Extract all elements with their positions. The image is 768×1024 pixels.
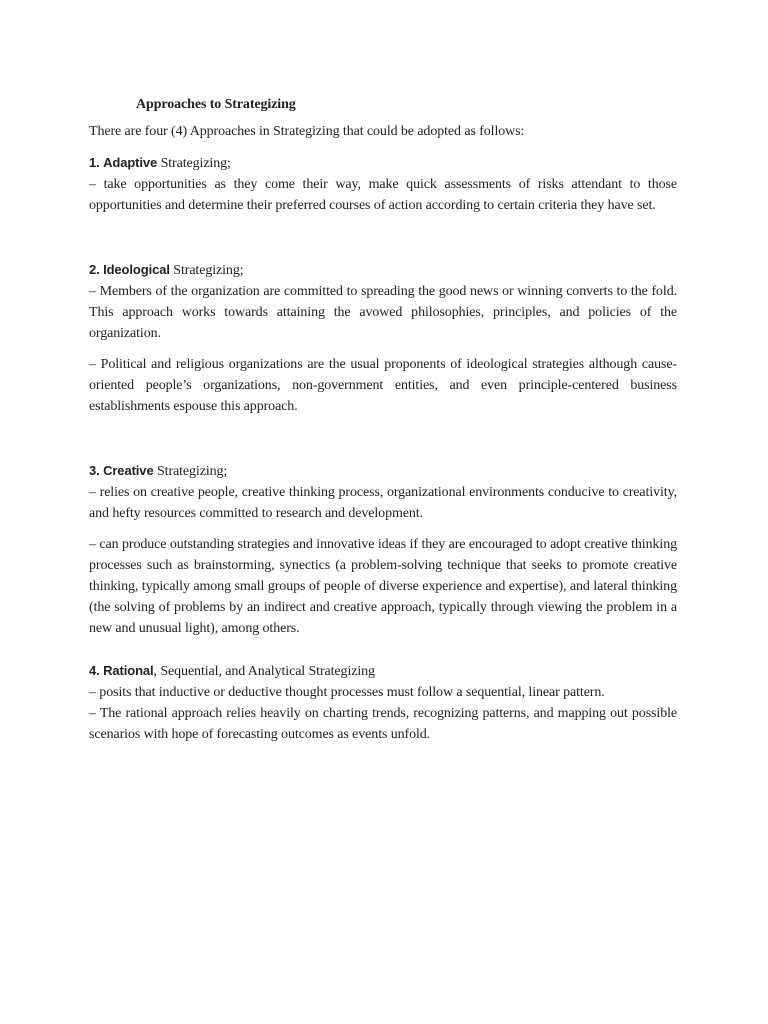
section-rational [89,660,677,745]
section-number: 1. [89,155,100,170]
section-paragraph: – Political and religious organizations are the usual proponents of ideological strategies although cause-oriented people’s organizations, non-government entities, and even principle-centered business establishments espouse this approach. [89,357,677,414]
section-paragraph: – The rational approach relies heavily on charting trends, recognizing patterns, and mapping out possible scenarios with hope of forecasting outcomes as events unfold. [89,706,677,742]
section-keyword: Creative [103,463,154,478]
section-keyword: Rational [103,663,154,678]
section-heading-rest: , Sequential, and Analytical Strategizing [153,664,375,679]
section-keyword: Adaptive [103,155,158,170]
document-page [89,86,677,745]
section-paragraph: – relies on creative people, creative thinking process, organizational environments conducive to creativity, and hefty resources committed to research and development. [89,485,677,521]
section-ideological [89,259,677,417]
section-paragraph: – Members of the organization are committed to spreading the good news or winning converts to the fold. This approach works towards attaining the avowed philosophies, principles, and policies of the organization. [89,284,677,341]
section-paragraph: – take opportunities as they come their way, make quick assessments of risks attendant to those opportunities and determine their preferred courses of action according to certain criteria they have set. [89,177,677,213]
section-keyword: Ideological [103,262,170,277]
section-heading [89,660,677,682]
section-number: 3. [89,463,100,478]
section-heading [89,152,677,174]
section-heading [89,259,677,281]
section-number: 4. [89,663,100,678]
section-heading-rest: Strategizing; [153,464,228,479]
intro-paragraph: There are four (4) Approaches in Strategizing that could be adopted as follows: [89,124,525,139]
section-paragraph: – posits that inductive or deductive thought processes must follow a sequential, linear pattern. [89,685,605,700]
section-heading [89,460,677,482]
section-adaptive [89,152,677,216]
section-creative [89,460,677,639]
section-number: 2. [89,262,100,277]
section-paragraph: – can produce outstanding strategies and innovative ideas if they are encouraged to adopt creative thinking processes such as brainstorming, synectics (a problem-solving technique that seeks to promote creative thinking, typically among small groups of people of diverse experience and expertise), and lateral thinking (the solving of problems by an indirect and creative approach, typically through viewing the problem in a new and unusual light), among others. [89,537,677,636]
document-title: Approaches to Strategizing [136,97,296,112]
section-heading-rest: Strategizing; [157,156,231,171]
section-heading-rest: Strategizing; [169,263,244,278]
